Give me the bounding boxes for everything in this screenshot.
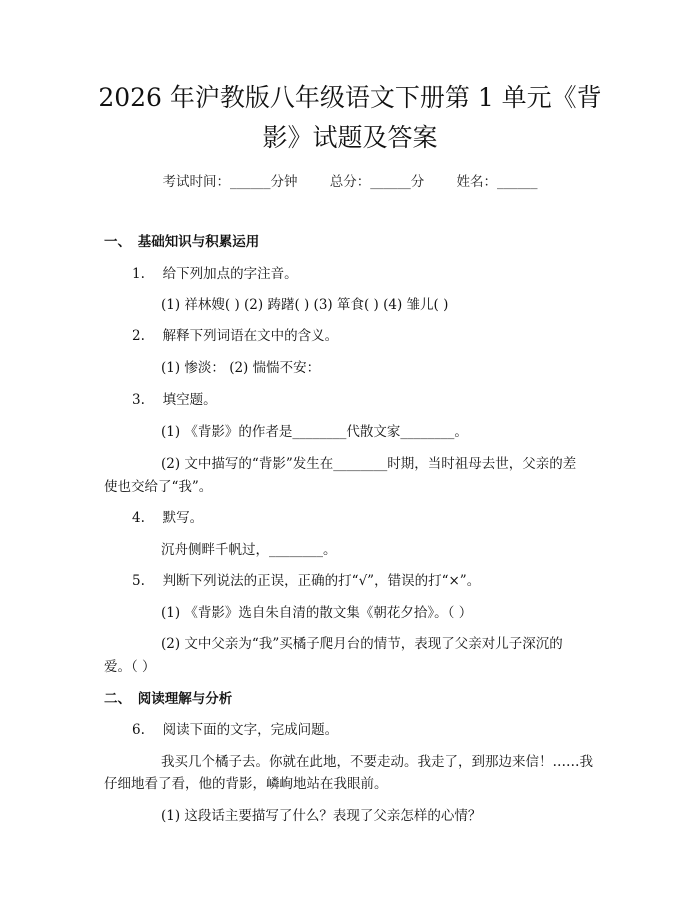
question-3-part-1: (1) 《背影》的作者是________代散文家________。 [161, 424, 468, 440]
title-line-1: 2026 年沪教版八年级语文下册第 1 单元《背 [98, 83, 602, 112]
question-3: 3. 填空题。 [132, 392, 217, 408]
exam-score: 总分：______分 [329, 174, 425, 190]
question-6: 6. 阅读下面的文字，完成问题。 [132, 722, 339, 738]
question-5: 5. 判断下列说法的正误，正确的打“√”，错误的打“×”。 [132, 573, 481, 589]
question-2: 2. 解释下列词语在文中的含义。 [132, 328, 339, 344]
passage-line-1: 我买几个橘子去。你就在此地，不要走动。我走了，到那边来信！……我 [161, 754, 593, 770]
question-5-part-2-line-2: 爱。（ ） [104, 659, 156, 675]
passage-line-2: 仔细地看了看，他的背影，嶙峋地站在我眼前。 [104, 776, 388, 792]
question-5-part-1: (1) 《背影》选自朱自清的散文集《朝花夕拾》。（ ） [161, 605, 473, 621]
exam-time: 考试时间：______分钟 [162, 174, 298, 190]
exam-info [0, 170, 700, 190]
question-3-part-2-line-2: 使也交给了“我”。 [104, 479, 213, 495]
section-1-heading: 一、 基础知识与积累运用 [104, 234, 260, 250]
question-6-part-1: (1) 这段话主要描写了什么？表现了父亲怎样的心情？ [161, 808, 482, 824]
exam-name: 姓名：______ [456, 174, 538, 190]
section-2-heading: 二、 阅读理解与分析 [104, 691, 233, 707]
page-title [40, 78, 660, 158]
question-1-items: (1) 祥林嫂( ) (2) 踌躇( ) (3) 箪食( ) (4) 雏儿( ) [161, 297, 449, 313]
question-5-part-2-line-1: (2) 文中父亲为“我”买橘子爬月台的情节，表现了父亲对儿子深沉的 [161, 636, 563, 652]
question-1: 1. 给下列加点的字注音。 [132, 266, 298, 282]
question-4-item: 沉舟侧畔千帆过，________。 [161, 542, 337, 558]
question-4: 4. 默写。 [132, 510, 204, 526]
title-line-2: 影》试题及答案 [262, 123, 438, 152]
question-3-part-2-line-1: (2) 文中描写的“背影”发生在________时期，当时祖母去世，父亲的差 [161, 456, 577, 472]
question-2-items: (1) 惨淡： (2) 惴惴不安： [161, 360, 321, 376]
